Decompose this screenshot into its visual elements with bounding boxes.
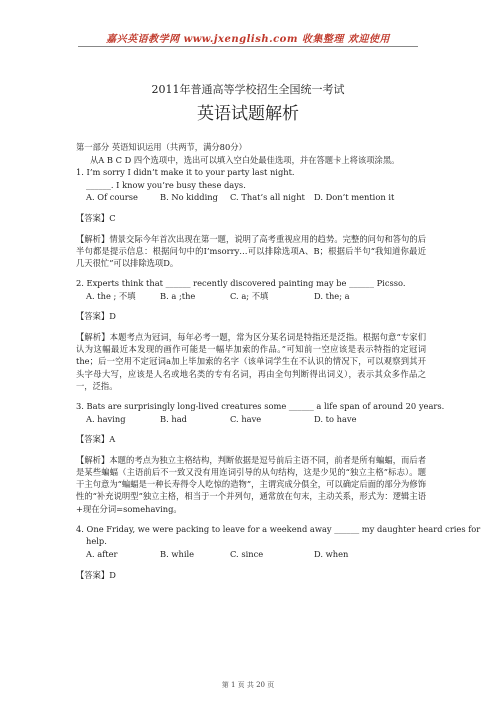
question-2-answer: 【答案】D — [76, 311, 116, 322]
option-b: B. No kidding — [160, 192, 218, 203]
question-1-options — [76, 191, 426, 204]
instruction: 从A B C D 四个选项中，选出可以填入空白处最佳选项，并在答题卡上将该项涂黑。 — [90, 154, 400, 165]
question-4-answer: 【答案】D — [76, 569, 116, 580]
question-3-analysis: 【解析】本题的考点为独立主格结构，判断依据是逗号前后主语不同，前者是所有蝙蝠，而后者是某些蝙蝠（主语前后不一致又没有用连词引导的从句结构，这是少见的“独立主格”标志）。题干主句意为“蝙蝠是一种长寿得令人吃惊的造物”，主谓宾成分俱全，可以确定后面的部分为修饰性的“补充说明型”独立主格，相当于一个并列句，通常放在句末，主动关系，形式为：逻辑主语+现在分词=somehaving。 — [76, 454, 426, 514]
question-1-analysis: 【解析】情景交际今年首次出现在第一题，说明了高考重视应用的趋势。完整的问句和答句的后半句都是提示信息：根据问句中的I’msorry…可以排除选项A、B；根据后半句“我知道你最近几天很忙”可以排除选项D。 — [76, 233, 426, 268]
document-title: 英语试题解析 — [197, 104, 299, 124]
question-1-answer: 【答案】C — [76, 212, 116, 223]
option-a: A. after — [86, 548, 118, 559]
document-body — [76, 141, 481, 581]
question-2-analysis: 【解析】本题考点为冠词，每年必考一题，常为区分某名词是特指还是泛指。根据句意“专家们认为这幅最近本发现的画作可能是一幅毕加索的作品。”可知前一空应该是表示特指的定冠词the；后一空用不定冠词a加上毕加索的名字（该单词学生在不认识的情况下，可以观察到其开头字母大写，应该是人名或地名类的专有名词，再由全句判断得出词义），表示其众多作品之一，泛指。 — [76, 331, 426, 391]
option-c: C. That’s all night — [230, 192, 305, 203]
option-b: B. a ;the — [160, 290, 196, 301]
exam-title: 2011年普通高等学校招生全国统一考试 — [151, 83, 345, 96]
question-4-stem: 4. One Friday, we were packing to leave for a weekend away ______ my daughter heard cries for — [76, 523, 481, 534]
page-header: 嘉兴英语教学网 www.jxenglish.com 收集整理 欢迎使用 — [106, 34, 390, 45]
option-b: B. while — [160, 548, 195, 559]
option-b: B. had — [160, 413, 187, 424]
option-a: A. Of course — [86, 192, 138, 203]
option-d: D. Don’t mention it — [314, 192, 395, 203]
option-d: D. to have — [314, 413, 357, 424]
header-divider — [78, 46, 418, 47]
question-1-stem: 1. I’m sorry I didn’t make it to your party last night. — [76, 167, 295, 178]
option-a: A. having — [86, 413, 126, 424]
part-intro: 第一部分 英语知识运用（共两节，满分80分） — [76, 142, 247, 152]
question-2-options — [76, 290, 426, 303]
question-3-options — [76, 413, 426, 426]
question-1-stem-2: ______. I know you’re busy these days. — [86, 179, 246, 190]
question-4-stem-2: help. — [86, 536, 107, 547]
option-c: C. since — [230, 548, 264, 559]
question-2-stem: 2. Experts think that ______ recently discovered painting may be ______ Picsso. — [76, 278, 406, 289]
question-3-stem: 3. Bats are surprisingly long-lived creatures some ______ a life span of around 20 years. — [76, 400, 445, 411]
option-c: C. a; 不填 — [230, 290, 269, 301]
question-3-answer: 【答案】A — [76, 434, 116, 445]
option-d: D. when — [314, 548, 349, 559]
option-c: C. have — [230, 413, 262, 424]
option-d: D. the; a — [314, 290, 350, 301]
question-4-options — [76, 548, 426, 561]
page-footer: 第 1 页 共 20 页 — [221, 681, 275, 689]
option-a: A. the ; 不填 — [86, 290, 136, 301]
